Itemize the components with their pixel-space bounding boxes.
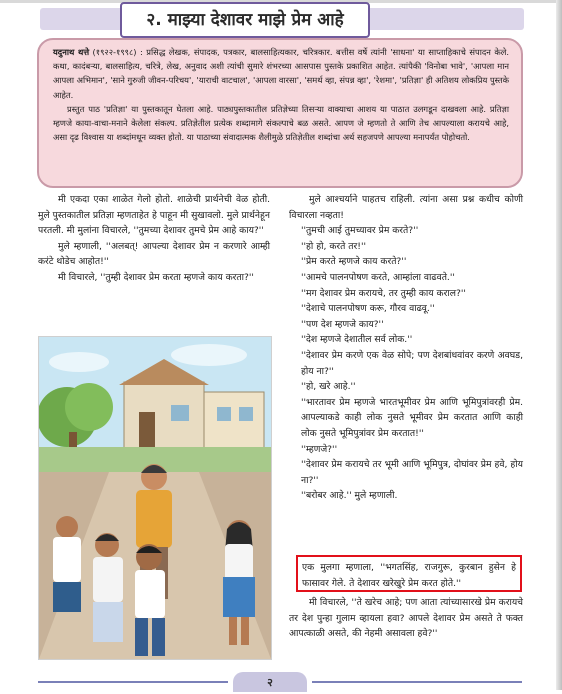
dialogue-line: ''देशावर प्रेम करायचे तर भूमी आणि भूमिपुत्र, दोघांवर प्रेम हवे, होय ना?'' bbox=[301, 459, 523, 486]
highlighted-passage[interactable]: एक मुलगा म्हणाला, ''भगतसिंह, राजगुरू, कुरबान हुसेन हे फासावर गेले. ते देशावर खरेखुरे प्रेम करत होते.'' bbox=[296, 555, 522, 592]
closing-paragraph: मी विचारले, ''ते खरेच आहे; पण आता त्यांच्यासारखे प्रेम करायचे तर देश पुन्हा गुलाम व्हायला हवा? आपले देशावर प्रेम असते ते फक्त आपत्काळी असते, की नेहमी असावला हवे?'' bbox=[289, 597, 523, 640]
paragraph: मुले म्हणाली, ''अलबत्! आपल्या देशावर प्रेम न करणारे आम्ही करंटे थोडेच आहोत!'' bbox=[38, 240, 270, 268]
footer-rule-left bbox=[38, 681, 228, 683]
dialogue-line: ''आमचे पालनपोषण करते, आम्हांला वाढवते.'' bbox=[301, 271, 455, 283]
illustration-children-with-teacher bbox=[38, 336, 272, 660]
dialogue-line: ''पण देश म्हणजे काय?'' bbox=[301, 318, 384, 330]
right-column bbox=[289, 192, 523, 504]
dialogue-line: ''हो हो, करते तर!'' bbox=[301, 240, 367, 252]
page-edge bbox=[556, 0, 562, 690]
dialogue-line: ''भारतावर प्रेम म्हणजे भारतभूमीवर प्रेम आणि भूमिपुत्रांवरही प्रेम. आपल्याकडे काही लोक नुसते भूमीवर प्रेम करतात आणि काही लोक नुसते भूमिपुत्रांवर प्रेम करतात!'' bbox=[301, 396, 523, 439]
dialogue-line: ''म्हणजे?'' bbox=[301, 443, 338, 455]
dialogue-line: ''देश म्हणजे देशातील सर्व लोक.'' bbox=[301, 334, 413, 346]
dialogue-line: ''बरोबर आहे.'' मुले म्हणाली. bbox=[301, 490, 398, 502]
school-yard-illustration bbox=[39, 337, 271, 659]
author-name: यदुनाथ थत्ते bbox=[53, 47, 90, 57]
author-bio bbox=[53, 45, 509, 102]
paragraph: मी एकदा एका शाळेत गेलो होतो. शाळेची प्रार्थनेची वेळ होती. मुले पुस्तकातील प्रतिज्ञा म्हणताहेत हे पाहून मी सुखावलो. मुले प्रार्थनेहून परतली. मी मुलांना विचारले, ''तुमच्या देशावर तुमचे प्रेम आहे काय?'' bbox=[38, 194, 270, 237]
author-intro-box bbox=[37, 38, 523, 188]
paragraph: मी विचारले, ''तुम्ही देशावर प्रेम करता म्हणजे काय करता?'' bbox=[58, 271, 254, 283]
dialogue-line: ''मग देशावर प्रेम करायचे, तर तुम्ही काय कराल?'' bbox=[301, 287, 466, 299]
author-bio-text: (१९२२-१९९८) : प्रसिद्ध लेखक, संपादक, पत्रकार, बालसाहित्यकार, चरित्रकार. बत्तीस वर्षे त्यांनी 'साधना' या साप्ताहिकाचे संपादन केले. कथा, कादंबऱ्या, बालसाहित्य, चरित्रे, लेख, अनुवाद अशी त्यांची सुमारे शंभरच्या आसपास पुस्तके प्रकाशित आहेत. त्यांपैकी 'विनोबा भावे', 'आपला मान आपला अभिमान', 'साने गुरुजी जीवन-परिचय', 'याराची वाटचाल', 'आपला वारसा', 'समर्थ व्हा, संपन्न व्हा', 'रेशमा', 'प्रतिज्ञा' ही अतिशय लोकप्रिय पुस्तके आहेत. bbox=[53, 47, 509, 100]
page-number: २ bbox=[233, 672, 307, 692]
footer-rule-right bbox=[312, 681, 522, 683]
lesson-summary: प्रस्तुत पाठ 'प्रतिज्ञा' या पुस्तकातून घेतला आहे. पाठ्यपुस्तकातील प्रतिज्ञेच्या तिसऱ्या वाक्याचा आशय या पाठात उलगडून दाखवला आहे. प्रतिज्ञा म्हणजे काया-वाचा-मनाने केलेला संकल्प. प्रतिज्ञेतील प्रत्येक शब्दामागे संकल्पाचे बळ असते. आपण जे म्हणतो ते आणि तेच आपल्याला करायचे आहे, असा दृढ विश्वास या शब्दांमधून व्यक्त होतो. या पाठाच्या संवादात्मक शैलीमुळे प्रतिज्ञेतील शब्दांचा अर्थ सहजपणे आपल्या मनापर्यंत पोहोचतो. bbox=[53, 103, 509, 143]
dialogue-line: ''हो, खरे आहे.'' bbox=[301, 381, 356, 393]
dialogue-line: ''तुमची आई तुमच्यावर प्रेम करते?'' bbox=[301, 225, 419, 237]
closing-paragraph-block bbox=[289, 595, 523, 642]
lesson-title: २. माझ्या देशावर माझे प्रेम आहे bbox=[120, 2, 370, 38]
dialogue-line: ''प्रेम करते म्हणजे काय करते?'' bbox=[301, 256, 407, 268]
dialogue-line: ''देशाचे पालनपोषण करू, गौरव वाढवू.'' bbox=[301, 303, 435, 315]
dialogue-line: ''देशावर प्रेम करणे एक वेळ सोपे; पण देशबांधवांवर करणे अवघड, होय ना?'' bbox=[301, 349, 523, 377]
paragraph: मुले आश्चर्याने पाहतच राहिली. त्यांना असा प्रश्न कधीच कोणी विचारला नव्हता! bbox=[289, 194, 523, 221]
left-column bbox=[38, 192, 270, 286]
